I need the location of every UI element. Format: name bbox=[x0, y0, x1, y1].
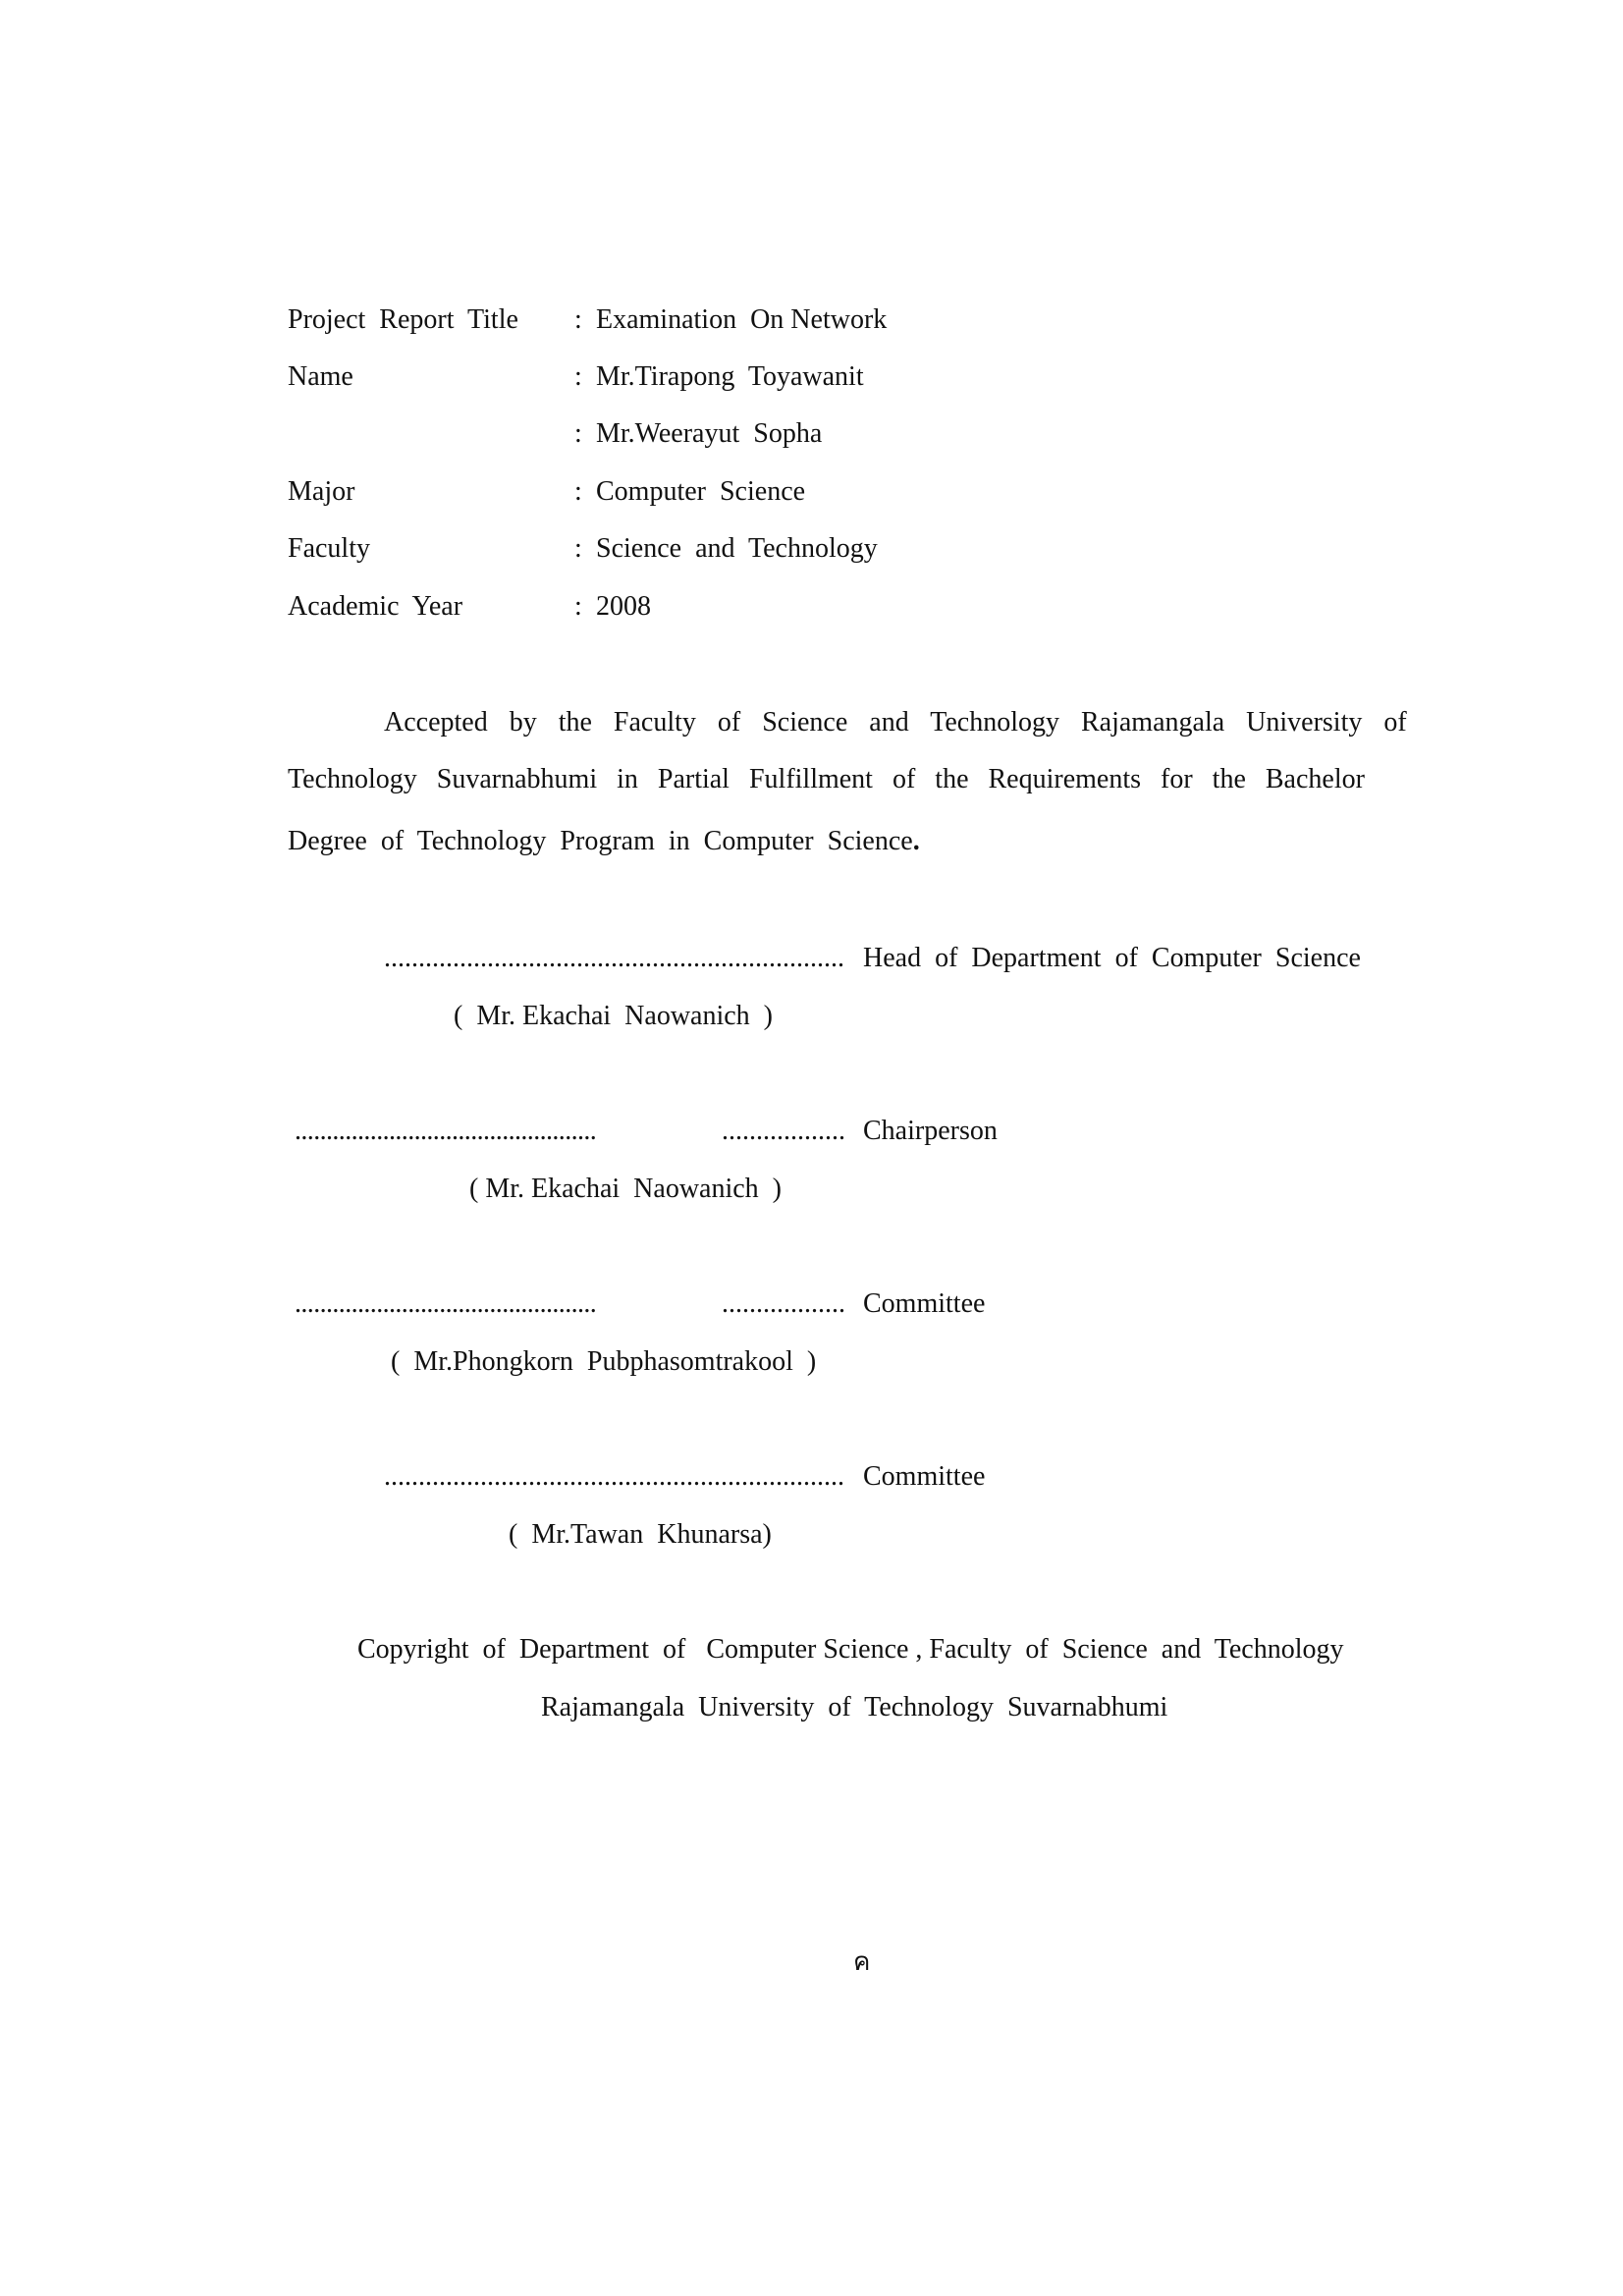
signature-line: ................................................................... bbox=[384, 943, 844, 973]
signature-line: ................................................ bbox=[295, 1288, 597, 1319]
info-colon: : bbox=[574, 361, 582, 392]
acceptance-line-2: Technology Suvarnabhumi in Partial Fulfillment of the Requirements for the Bachelor bbox=[288, 764, 1365, 794]
signature-role-committee: Committee bbox=[863, 1461, 986, 1492]
info-label-title: Project Report Title bbox=[288, 304, 518, 335]
info-label-faculty: Faculty bbox=[288, 533, 370, 564]
signatory-name: ( Mr. Ekachai Naowanich ) bbox=[454, 1001, 773, 1031]
info-label-name: Name bbox=[288, 361, 353, 392]
copyright-line-2: Rajamangala University of Technology Suvarnabhumi bbox=[541, 1692, 1168, 1722]
signatory-name: ( Mr. Ekachai Naowanich ) bbox=[469, 1174, 782, 1204]
copyright-line-1: Copyright of Department of Computer Science , Faculty of Science and Technology bbox=[357, 1634, 1344, 1665]
info-colon: : bbox=[574, 476, 582, 507]
page-number: ค bbox=[853, 1947, 871, 1976]
info-value-major: Computer Science bbox=[596, 476, 806, 507]
acceptance-line-3 bbox=[288, 828, 920, 855]
signature-line: ................................................................... bbox=[384, 1461, 844, 1492]
info-colon: : bbox=[574, 533, 582, 564]
signature-line: ................................................ bbox=[295, 1116, 597, 1146]
info-value-academic-year: 2008 bbox=[596, 591, 651, 622]
info-value-title: Examination On Network bbox=[596, 304, 888, 335]
info-colon: : bbox=[574, 591, 582, 622]
signatory-name: ( Mr.Tawan Khunarsa) bbox=[509, 1519, 772, 1550]
info-colon: : bbox=[574, 418, 582, 449]
signature-line: .................. bbox=[722, 1288, 845, 1319]
signature-role-head: Head of Department of Computer Science bbox=[863, 943, 1361, 973]
info-label-academic-year: Academic Year bbox=[288, 591, 463, 622]
acceptance-period: . bbox=[912, 826, 920, 856]
acceptance-line-1: Accepted by the Faculty of Science and Technology Rajamangala University of bbox=[384, 707, 1407, 738]
info-colon: : bbox=[574, 304, 582, 335]
info-value-faculty: Science and Technology bbox=[596, 533, 878, 564]
info-label-major: Major bbox=[288, 476, 355, 507]
signatory-name: ( Mr.Phongkorn Pubphasomtrakool ) bbox=[391, 1346, 817, 1377]
acceptance-line-3-text: Degree of Technology Program in Computer Science bbox=[288, 826, 913, 856]
info-value-name-2: Mr.Weerayut Sopha bbox=[596, 418, 823, 449]
signature-line: .................. bbox=[722, 1116, 845, 1146]
info-value-name-1: Mr.Tirapong Toyawanit bbox=[596, 361, 864, 392]
signature-role-committee: Committee bbox=[863, 1288, 986, 1319]
signature-role-chairperson: Chairperson bbox=[863, 1116, 998, 1146]
